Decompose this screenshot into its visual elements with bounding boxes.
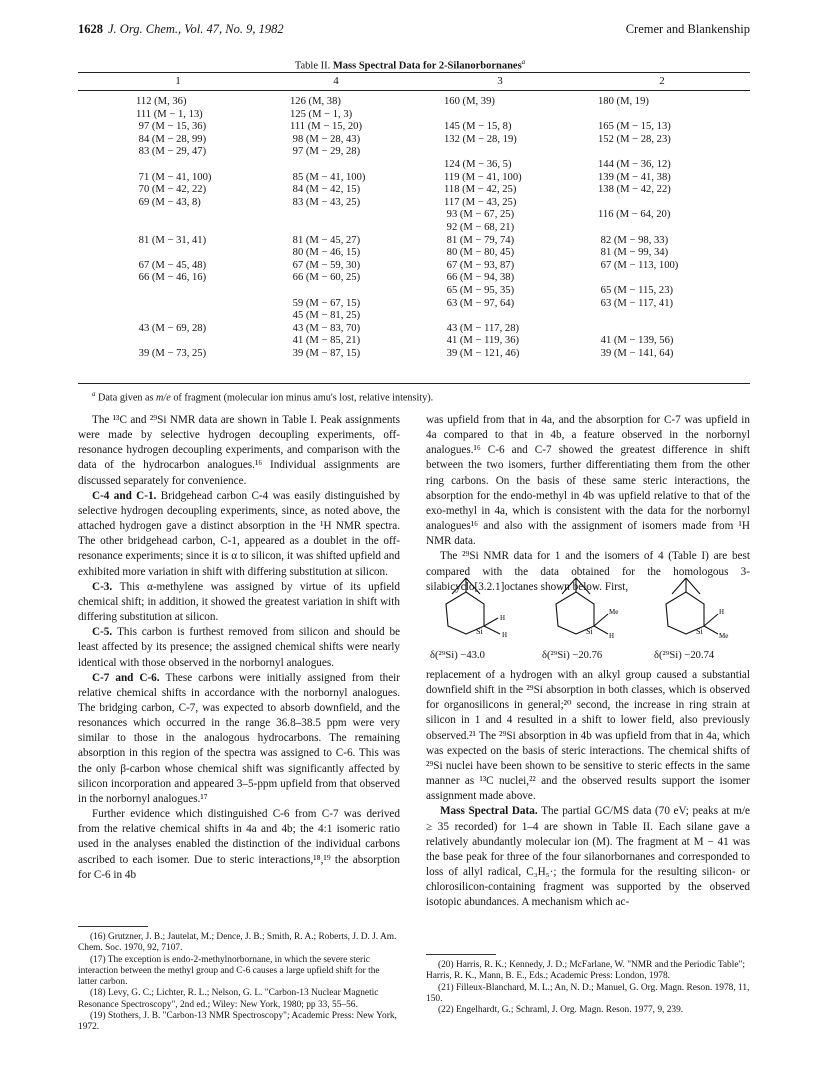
h-atom-2: H [609,632,615,640]
table-caption: Mass Spectral Data for 2-Silanorbornanes [332,60,522,72]
reference-left-0: (16) Grutzner, J. B.; Jautelat, M.; Dence, J. B.; Smith, R. A.; Roberts, J. D. J. Am. Chem. Soc. 1970, 92, 7107. [78,932,397,954]
running-header [78,22,750,40]
column-header-2: 2 [659,75,665,87]
page-number: 1628 [78,22,103,36]
left-column-text [78,413,400,883]
me-group-2: Me [609,608,619,616]
column-header-4: 4 [333,75,339,87]
reference-right-0: (20) Harris, R. K.; Kennedy, J. D.; McFarlane, W. "NMR and the Periodic Table"; Harris, R. K., Mann, B. E., Eds.; Academic Press: London, 1978. [426,960,745,982]
table-title-footnote-marker: a [521,58,526,66]
reference-left-2: (18) Levy, G. C.; Lichter, R. L.; Nelson, G. L. "Carbon-13 Nuclear Magnetic Resonance Spectroscopy", 2nd ed.; Wiley: New York, 1980; pp 33, 55–56. [78,988,379,1010]
me-group-3: Me [719,632,729,640]
left-paragraph-0: The ¹³C and ²⁹Si NMR data are shown in Table I. Peak assignments were made by selective hydrogen decoupling experiments, off-resonance hydrogen decoupling experiments, and comparison with the data of the hydrocarbon analogues.¹⁶ Individual assignments are discussed separately for convenience. [78,414,400,487]
h-atom-1b: H [502,631,508,639]
table-column-1-values: 112 (M, 36) 111 (M − 1, 13) 97 (M − 15, 36) 84 (M − 28, 99) 83 (M − 29, 47) 71 (M − 41, 100) 70 (M − 42, 22) 69 (M − 43, 8) 81 (M − 31, 41) 67 (M − 45, 48) 66 (M − 46, 16) 43 (M − 69, 28) 39 (M − 73, 25) [136,96,212,359]
table-column-4-values: 126 (M, 38) 125 (M − 1, 3) 111 (M − 15, 20) 98 (M − 28, 43) 97 (M − 29, 28) 85 (M − 41, 100) 84 (M − 42, 15) 83 (M − 43, 25) 81 (M − 45, 27) 80 (M − 46, 15) 67 (M − 59, 30) 66 (M − 60, 25) 59 (M − 67, 15) 45 (M − 81, 25) 43 (M − 83, 70) 41 (M − 85, 21) 39 (M − 87, 15) [290,96,366,359]
left-paragraph-1: C-4 and C-1. Bridgehead carbon C-4 was easily distinguished by selective hydrogen decoupling experiments, since, as noted above, the attached hydrogen gave a distinct absorption in the ¹H NMR spectra. The other bridgehead carbon, C-1, appeared as a doublet in the off-resonance experiments; since it is α to silicon, it was shifted upfield and exhibited more variation in shift with differing substitution at silicon. [78,489,401,578]
table-label: Table II. [294,60,331,72]
left-paragraph-4: C-7 and C-6. These carbons were initially assigned from their relative chemical shifts in accordance with the norbornyl analogues. The bridging carbon, C-7, was expected to absorb downfield, and the resonances which occurred in the range 36.8–38.5 ppm were very similar to those in the analogous hydrocarbons. The remaining absorption in this region of the spectra was assigned to C-6. This was the only β-carbon whose chemical shift was significantly affected by silicon incorporation and appeared 3–5-ppm upfield from that observed in the norbornyl analogues.¹⁷ [78,671,400,805]
references-separator-right [426,954,496,955]
reference-right-1: (21) Filleux-Blanchard, M. L.; An, N. D.; Manuel, G. Org. Magn. Reson. 1978, 11, 150. [426,982,750,1004]
shift-label-3: δ(²⁹Si) −20.74 [654,650,715,661]
left-paragraph-5: Further evidence which distinguished C-6 from C-7 was derived from the relative chemical shifts in 4a and 4b; the 4:1 isomeric ratio used in the analyses enabled the distinction of the individual carbons ascribed to each isomer. Due to steric interactions,¹⁸,¹⁹ the absorption for C-6 in 4b [78,808,400,881]
table-title [0,58,820,72]
footnote-italic: m/e [156,392,171,404]
footnote-text-a: Data given as [98,392,154,404]
h-atom-3: H [719,608,725,616]
table-header-rule [78,90,750,91]
si-atom-3: Si [696,627,703,636]
left-paragraph-3: C-5. This carbon is furthest removed from silicon and should be least affected by its presence; the assigned chemical shifts were nearly identical with those observed in the norbornyl analogues. [78,626,400,669]
h-atom-1a: H [500,614,506,622]
reference-right-2: (22) Engelhardt, G.; Schraml, J. Org. Magn. Reson. 1977, 9, 239. [438,1005,684,1016]
journal-citation: J. Org. Chem., Vol. 47, No. 9, 1982 [108,22,284,36]
column-header-1: 1 [175,75,181,87]
table-column-2-values: 180 (M, 19) 165 (M − 15, 13) 152 (M − 28, 23) 144 (M − 36, 12) 139 (M − 41, 38) 138 (M − 42, 22) 116 (M − 64, 20) 82 (M − 98, 33) 81 (M − 99, 34) 67 (M − 113, 100) 65 (M − 115, 23) 63 (M − 117, 41) 41 (M − 139, 56) 39 (M − 141, 64) [598,96,679,359]
references-right [426,960,750,1016]
reference-left-1: (17) The exception is endo-2-methylnorbornane, in which the severe steric interaction between the methyl group and C-6 causes a large upfield shift for the latter carbon. [78,954,380,988]
shift-label-2: δ(²⁹Si) −20.76 [542,650,603,661]
column-header-3: 3 [497,75,503,87]
silabicyclooctane-structures [426,574,750,646]
si-atom-1: Si [476,627,483,636]
right-column-text-top [426,413,750,595]
running-authors: Cremer and Blankenship [625,22,750,36]
footnote-text-b: of fragment (molecular ion minus amu's lost, relative intensity). [173,392,434,404]
shift-label-1: δ(²⁹Si) −43.0 [430,650,485,661]
structure-3 [666,578,718,634]
table-bottom-rule [78,383,750,384]
table-column-3-values: 160 (M, 39) 145 (M − 15, 8) 132 (M − 28, 19) 124 (M − 36, 5) 119 (M − 41, 100) 118 (M − 42, 25) 117 (M − 43, 25) 93 (M − 67, 25) 92 (M − 68, 21) 81 (M − 79, 74) 80 (M − 80, 45) 67 (M − 93, 87) 66 (M − 94, 38) 65 (M − 95, 35) 63 (M − 97, 64) 43 (M − 117, 28) 41 (M − 119, 36) 39 (M − 121, 46) [444,96,522,359]
right-paragraph-top-1: The ²⁹Si NMR data for 1 and the isomers of 4 (Table I) are best compared with the data obtained for the homologous 3-silabicyclo[3.2.1]octanes shown below. First, [426,550,750,593]
structure-2 [556,578,608,634]
right-paragraph-top-0: was upfield from that in 4a, and the absorption for C-7 was upfield in 4a compared to that in 4b, a feature observed in the norbornyl analogues.¹⁶ C-6 and C-7 showed the greatest difference in shift between the two isomers, further differentiating them from the other ring carbons. On the basis of these same steric interactions, the absorption for the endo-methyl in 4b was upfield relative to that of the exo-methyl in 4a, which is consistent with the data for the norbornyl analogues¹⁶ and also with the assignment of isomers made from ¹H NMR data. [426,414,750,548]
right-column-text-bottom [426,668,750,911]
si-atom-2: Si [586,627,593,636]
references-left [78,932,400,1034]
references-separator-left [78,926,148,927]
structure-1 [446,578,500,634]
table-footnote [92,390,433,403]
right-paragraph-bottom-1: Mass Spectral Data. The partial GC/MS data (70 eV; peaks at m/e ≥ 35 recorded) for 1–4 are shown in Table II. Each silane gave a relatively abundantly molecular ion (M). The fragment at M − 41 was the base peak for three of the four silanorbornanes and corresponded to loss of allyl radical, C₃H₅·; the formula for the resulting silicon- or chlorosilicon-containing fragment was supported by the observed isotopic abundances. A mechanism which ac- [426,805,750,909]
left-paragraph-2: C-3. This α-methylene was assigned by virtue of its upfield chemical shift; in addition, it showed the greatest variation in shift with differing substitution at silicon. [78,580,400,624]
footnote-marker: a [92,390,96,398]
table-top-rule [78,72,750,73]
right-paragraph-bottom-0: replacement of a hydrogen with an alkyl group caused a substantial downfield shift in the ²⁹Si absorption in both classes, which is observed for organosilicons in general;²⁰ second, the increase in ring strain at silicon in 1 and 4 resulted in a shift to lower field, also previously observed.²¹ The ²⁹Si absorption in 4b was upfield from that in 4a, which was expected on the basis of steric interactions. The chemical shifts of ²⁹Si nuclei have been shown to be sensitive to steric effects in the same manner as ¹³C nuclei,²² and the observed results support the isomer assignment made above. [426,669,750,803]
reference-left-3: (19) Stothers, J. B. "Carbon-13 NMR Spectroscopy"; Academic Press: New York, 1972. [78,1011,397,1033]
